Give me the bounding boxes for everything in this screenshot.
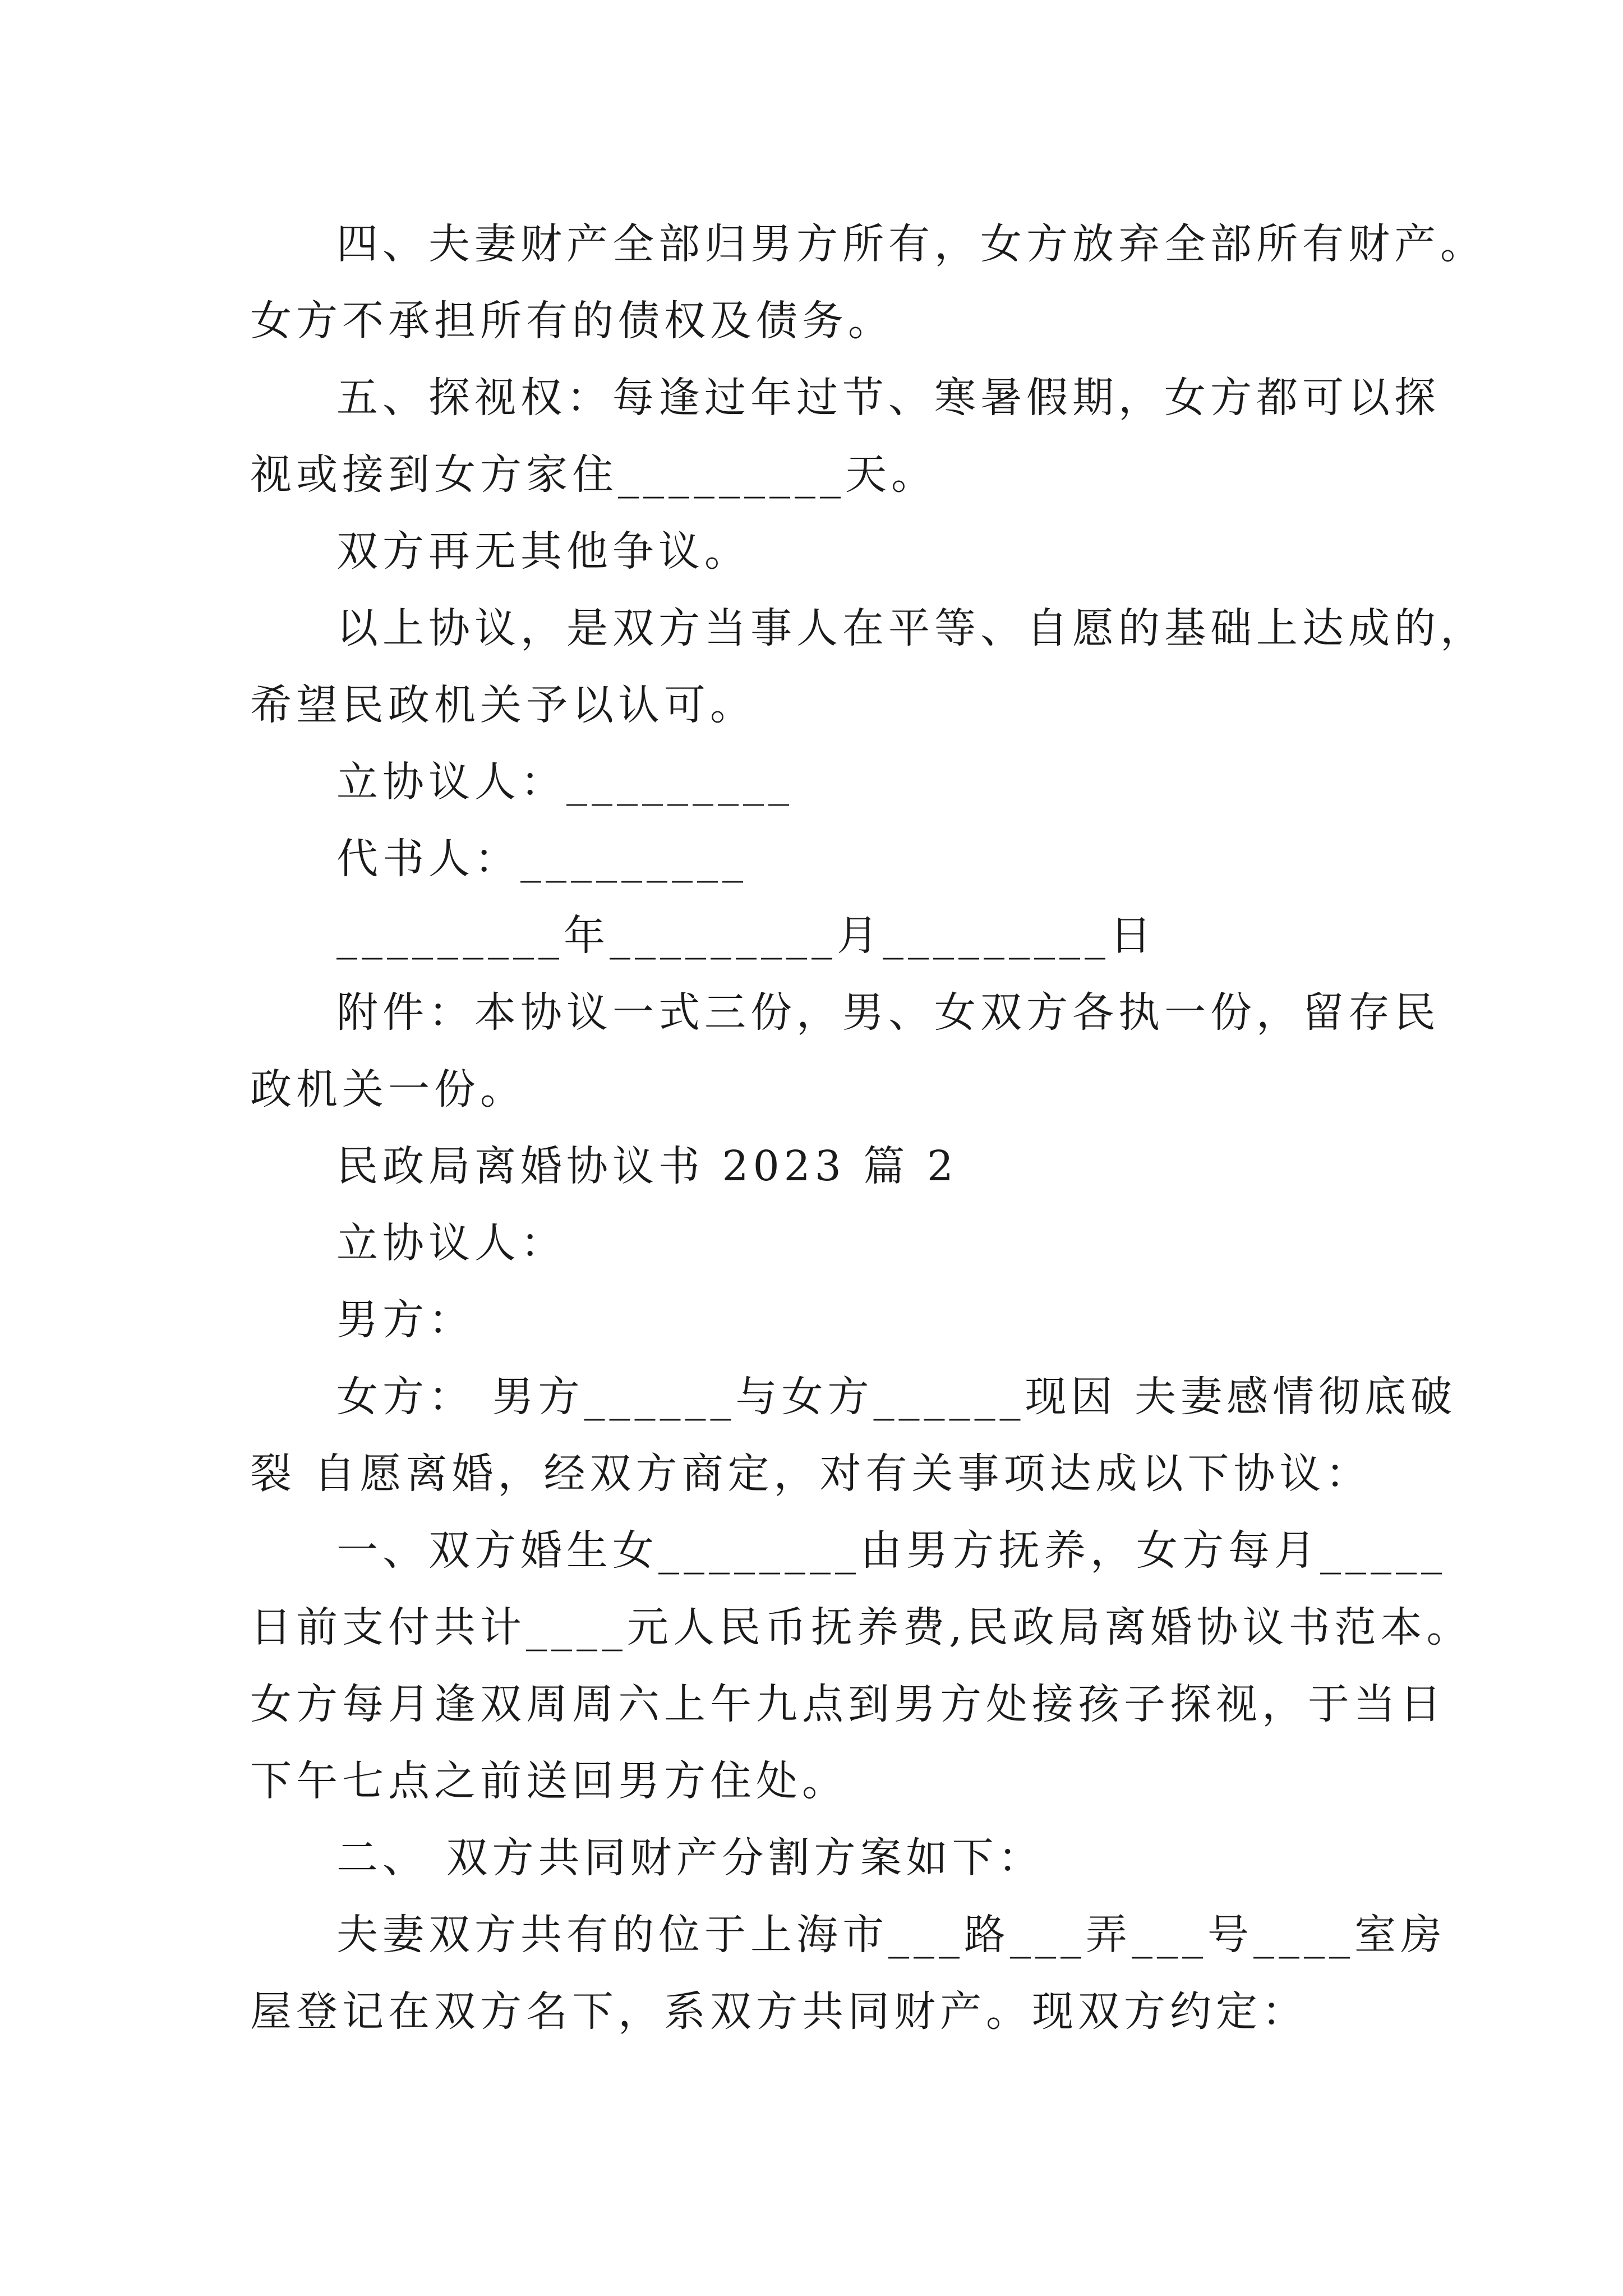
clause-4-line-1: 四、夫妻财产全部归男方所有，女方放弃全部所有财产。 [336,220,1486,268]
property-line-2: 屋登记在双方名下，系双方共同财产。现双方约定： [250,1987,1308,2036]
scribe-line: 代书人：_________ [336,835,748,883]
clause-1-line-2: 日前支付共计____元人民币抚养费,民政局离婚协议书范本。 [250,1603,1473,1651]
clause-5-line-1: 五、探视权：每逢过年过节、寒暑假期，女方都可以探 [336,374,1440,422]
signatory-heading-line: 立协议人： [336,1219,566,1267]
attachment-line-1: 附件：本协议一式三份，男、女双方各执一份，留存民 [336,988,1440,1037]
signatory-line: 立协议人：_________ [336,758,794,806]
female-party-line-2: 裂 自愿离婚，经双方商定，对有关事项达成以下协议： [250,1450,1372,1498]
agreement-statement-line-1: 以上协议，是双方当事人在平等、自愿的基础上达成的， [336,604,1486,652]
male-party-line: 男方： [336,1296,474,1344]
agreement-statement-line-2: 希望民政机关予以认可。 [250,681,756,729]
clause-1-line-3: 女方每月逢双周周六上午九点到男方处接孩子探视，于当日 [250,1680,1446,1728]
clause-2-heading: 二、 双方共同财产分割方案如下： [336,1834,1044,1882]
clause-1-line-4: 下午七点之前送回男方住处。 [250,1757,848,1805]
clause-4-line-2: 女方不承担所有的债权及债务。 [250,297,894,345]
clause-5-line-2: 视或接到女方家住_________天。 [250,450,937,499]
no-other-dispute-line: 双方再无其他争议。 [336,527,750,576]
property-line-1: 夫妻双方共有的位于上海市___路___弄___号____室房 [336,1911,1446,1959]
date-line: _________年_________月_________日 [336,912,1156,960]
clause-1-line-1: 一、双方婚生女________由男方抚养，女方每月_____ [336,1526,1446,1575]
female-party-line-1: 女方： 男方______与女方______现因 夫妻感情彻底破 [336,1373,1457,1421]
section-heading: 民政局离婚协议书 2023 篇 2 [336,1142,958,1190]
attachment-line-2: 政机关一份。 [250,1065,526,1114]
